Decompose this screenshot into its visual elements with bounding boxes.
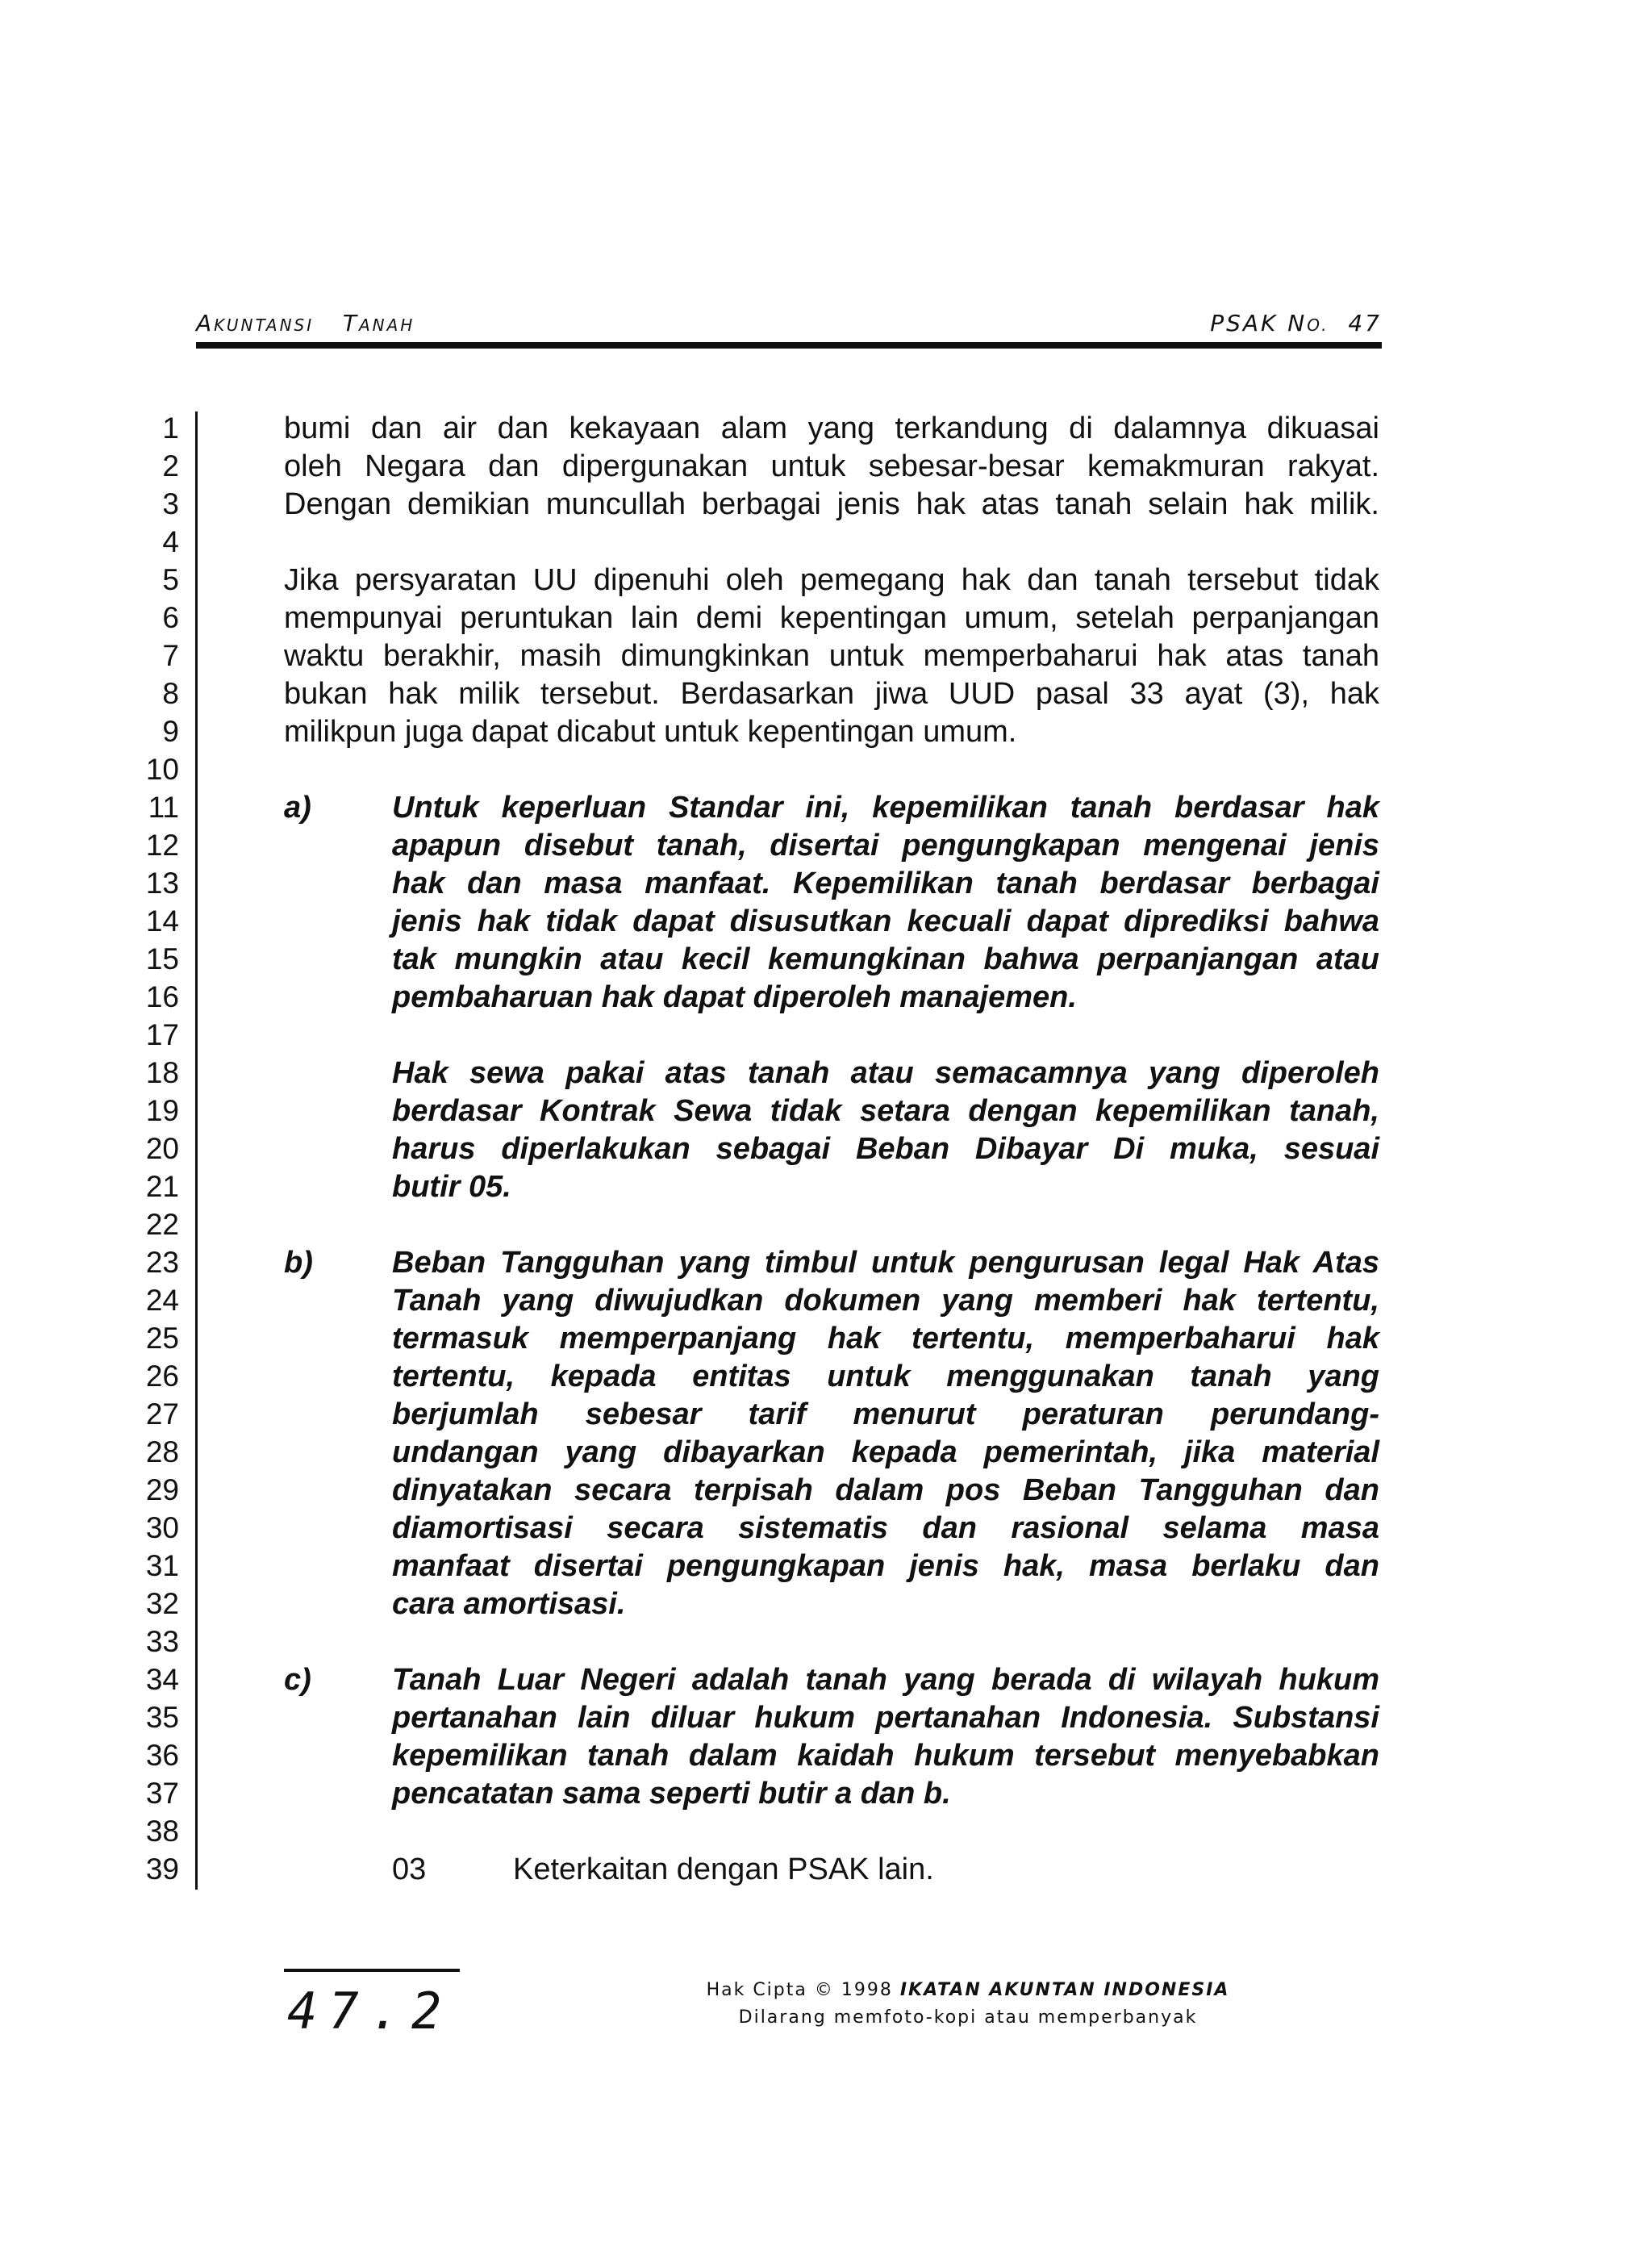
line-number: 13 [145,867,179,900]
line-number: 15 [145,942,179,975]
text-line: berjumlah sebesar tarif menurut peraturan perundang- [392,1397,1379,1431]
text-line: hak dan masa manfaat. Kepemilikan tanah berdasar berbagai [392,867,1379,900]
text-line: cara amortisasi. [392,1587,626,1621]
line-number: 28 [145,1435,179,1468]
line-number: 21 [145,1170,179,1203]
line-number: 29 [145,1473,179,1506]
text-line: Dengan demikian muncullah berbagai jenis hak atas tanah selain hak milik. [284,487,1379,521]
running-header-title: AKUNTANSI TANAH [196,310,415,336]
line-number: 34 [145,1663,179,1696]
text-line: apapun disebut tanah, disertai pengungkapan mengenai jenis [392,829,1379,863]
text-line: waktu berakhir, masih dimungkinkan untuk memperbaharui hak atas tanah [284,639,1379,673]
line-number: 39 [145,1853,179,1886]
text-line: Jika persyaratan UU dipenuhi oleh pemegang hak dan tanah tersebut tidak [284,563,1379,597]
line-number: 19 [145,1094,179,1127]
text-line: manfaat disertai pengungkapan jenis hak, masa berlaku dan [392,1549,1379,1583]
text-line: termasuk memperpanjang hak tertentu, memperbaharui hak [392,1322,1379,1355]
line-number: 6 [162,601,179,634]
text-line: harus diperlakukan sebagai Beban Dibayar Di muka, sesuai [392,1132,1379,1166]
section-heading: Keterkaitan dengan PSAK lain. [513,1853,934,1886]
text-line: berdasar Kontrak Sewa tidak setara dengan kepemilikan tanah, [392,1094,1379,1128]
line-number: 2 [162,449,179,482]
item-marker: b) [284,1246,313,1280]
text-line: diamortisasi secara sistematis dan rasional selama masa [392,1511,1379,1545]
item-marker: a) [284,791,311,825]
running-header-standard: PSAK NO. 47 [1210,310,1382,336]
text-line: tertentu, kepada entitas untuk menggunakan tanah yang [392,1360,1379,1393]
text-line: milikpun juga dapat dicabut untuk kepentingan umum. [284,715,1017,749]
line-number: 30 [145,1511,179,1544]
text-line: mempunyai peruntukan lain demi kepentingan umum, setelah perpanjangan [284,601,1379,635]
line-number: 27 [145,1397,179,1431]
line-number: 8 [162,677,179,710]
copyright-notice: Hak Cipta © 1998 IKATAN AKUNTAN INDONESIA [706,1980,1230,2000]
gutter-rule [195,411,198,1890]
line-number: 20 [145,1132,179,1165]
text-line: butir 05. [392,1170,511,1204]
line-number: 4 [162,525,179,558]
line-number: 12 [145,829,179,862]
line-number: 22 [145,1208,179,1241]
text-line: kepemilikan tanah dalam kaidah hukum tersebut menyebabkan [392,1739,1379,1773]
line-number: 32 [145,1587,179,1620]
line-number: 36 [145,1739,179,1772]
line-number: 25 [145,1322,179,1355]
line-number: 23 [145,1246,179,1279]
text-line: Untuk keperluan Standar ini, kepemilikan tanah berdasar hak [392,791,1379,825]
item-marker: c) [284,1663,311,1697]
line-number: 24 [145,1284,179,1317]
text-line: tak mungkin atau kecil kemungkinan bahwa perpanjangan atau [392,942,1379,976]
line-number: 38 [145,1815,179,1848]
text-line: Beban Tangguhan yang timbul untuk pengurusan legal Hak Atas [392,1246,1379,1280]
text-line: Tanah Luar Negeri adalah tanah yang berada di wilayah hukum [392,1663,1379,1697]
line-number: 26 [145,1360,179,1393]
line-number: 3 [162,487,179,520]
text-line: pencatatan sama seperti butir a dan b. [392,1777,951,1811]
header-rule [196,342,1382,349]
line-number: 18 [145,1056,179,1089]
line-number: 14 [145,904,179,938]
footer-rule [284,1969,460,1972]
text-line: pertanahan lain diluar hukum pertanahan Indonesia. Substansi [392,1701,1379,1735]
line-number: 7 [162,639,179,672]
line-number: 9 [162,715,179,748]
line-number: 5 [162,563,179,596]
section-number: 03 [392,1853,427,1886]
line-number: 35 [145,1701,179,1734]
text-line: jenis hak tidak dapat disusutkan kecuali dapat diprediksi bahwa [392,904,1379,938]
text-line: bukan hak milik tersebut. Berdasarkan jiwa UUD pasal 33 ayat (3), hak [284,677,1379,711]
reproduction-notice: Dilarang memfoto-kopi atau memperbanyak [738,2007,1198,2028]
line-number: 1 [162,411,179,445]
text-line: dinyatakan secara terpisah dalam pos Beban Tangguhan dan [392,1473,1379,1507]
text-line: oleh Negara dan dipergunakan untuk sebesar-besar kemakmuran rakyat. [284,449,1379,483]
line-number: 33 [145,1625,179,1658]
line-number: 10 [145,753,179,786]
text-line: Tanah yang diwujudkan dokumen yang memberi hak tertentu, [392,1284,1379,1318]
line-number: 31 [145,1549,179,1582]
page-number: 47.2 [287,1982,453,2041]
text-line: undangan yang dibayarkan kepada pemerintah, jika material [392,1435,1379,1469]
text-line: pembaharuan hak dapat diperoleh manajemen. [392,980,1077,1014]
line-number: 17 [145,1018,179,1051]
line-number: 11 [148,791,179,824]
text-line: Hak sewa pakai atas tanah atau semacamnya yang diperoleh [392,1056,1379,1090]
line-number: 37 [145,1777,179,1810]
text-line: bumi dan air dan kekayaan alam yang terkandung di dalamnya dikuasai [284,411,1379,445]
line-number: 16 [145,980,179,1013]
